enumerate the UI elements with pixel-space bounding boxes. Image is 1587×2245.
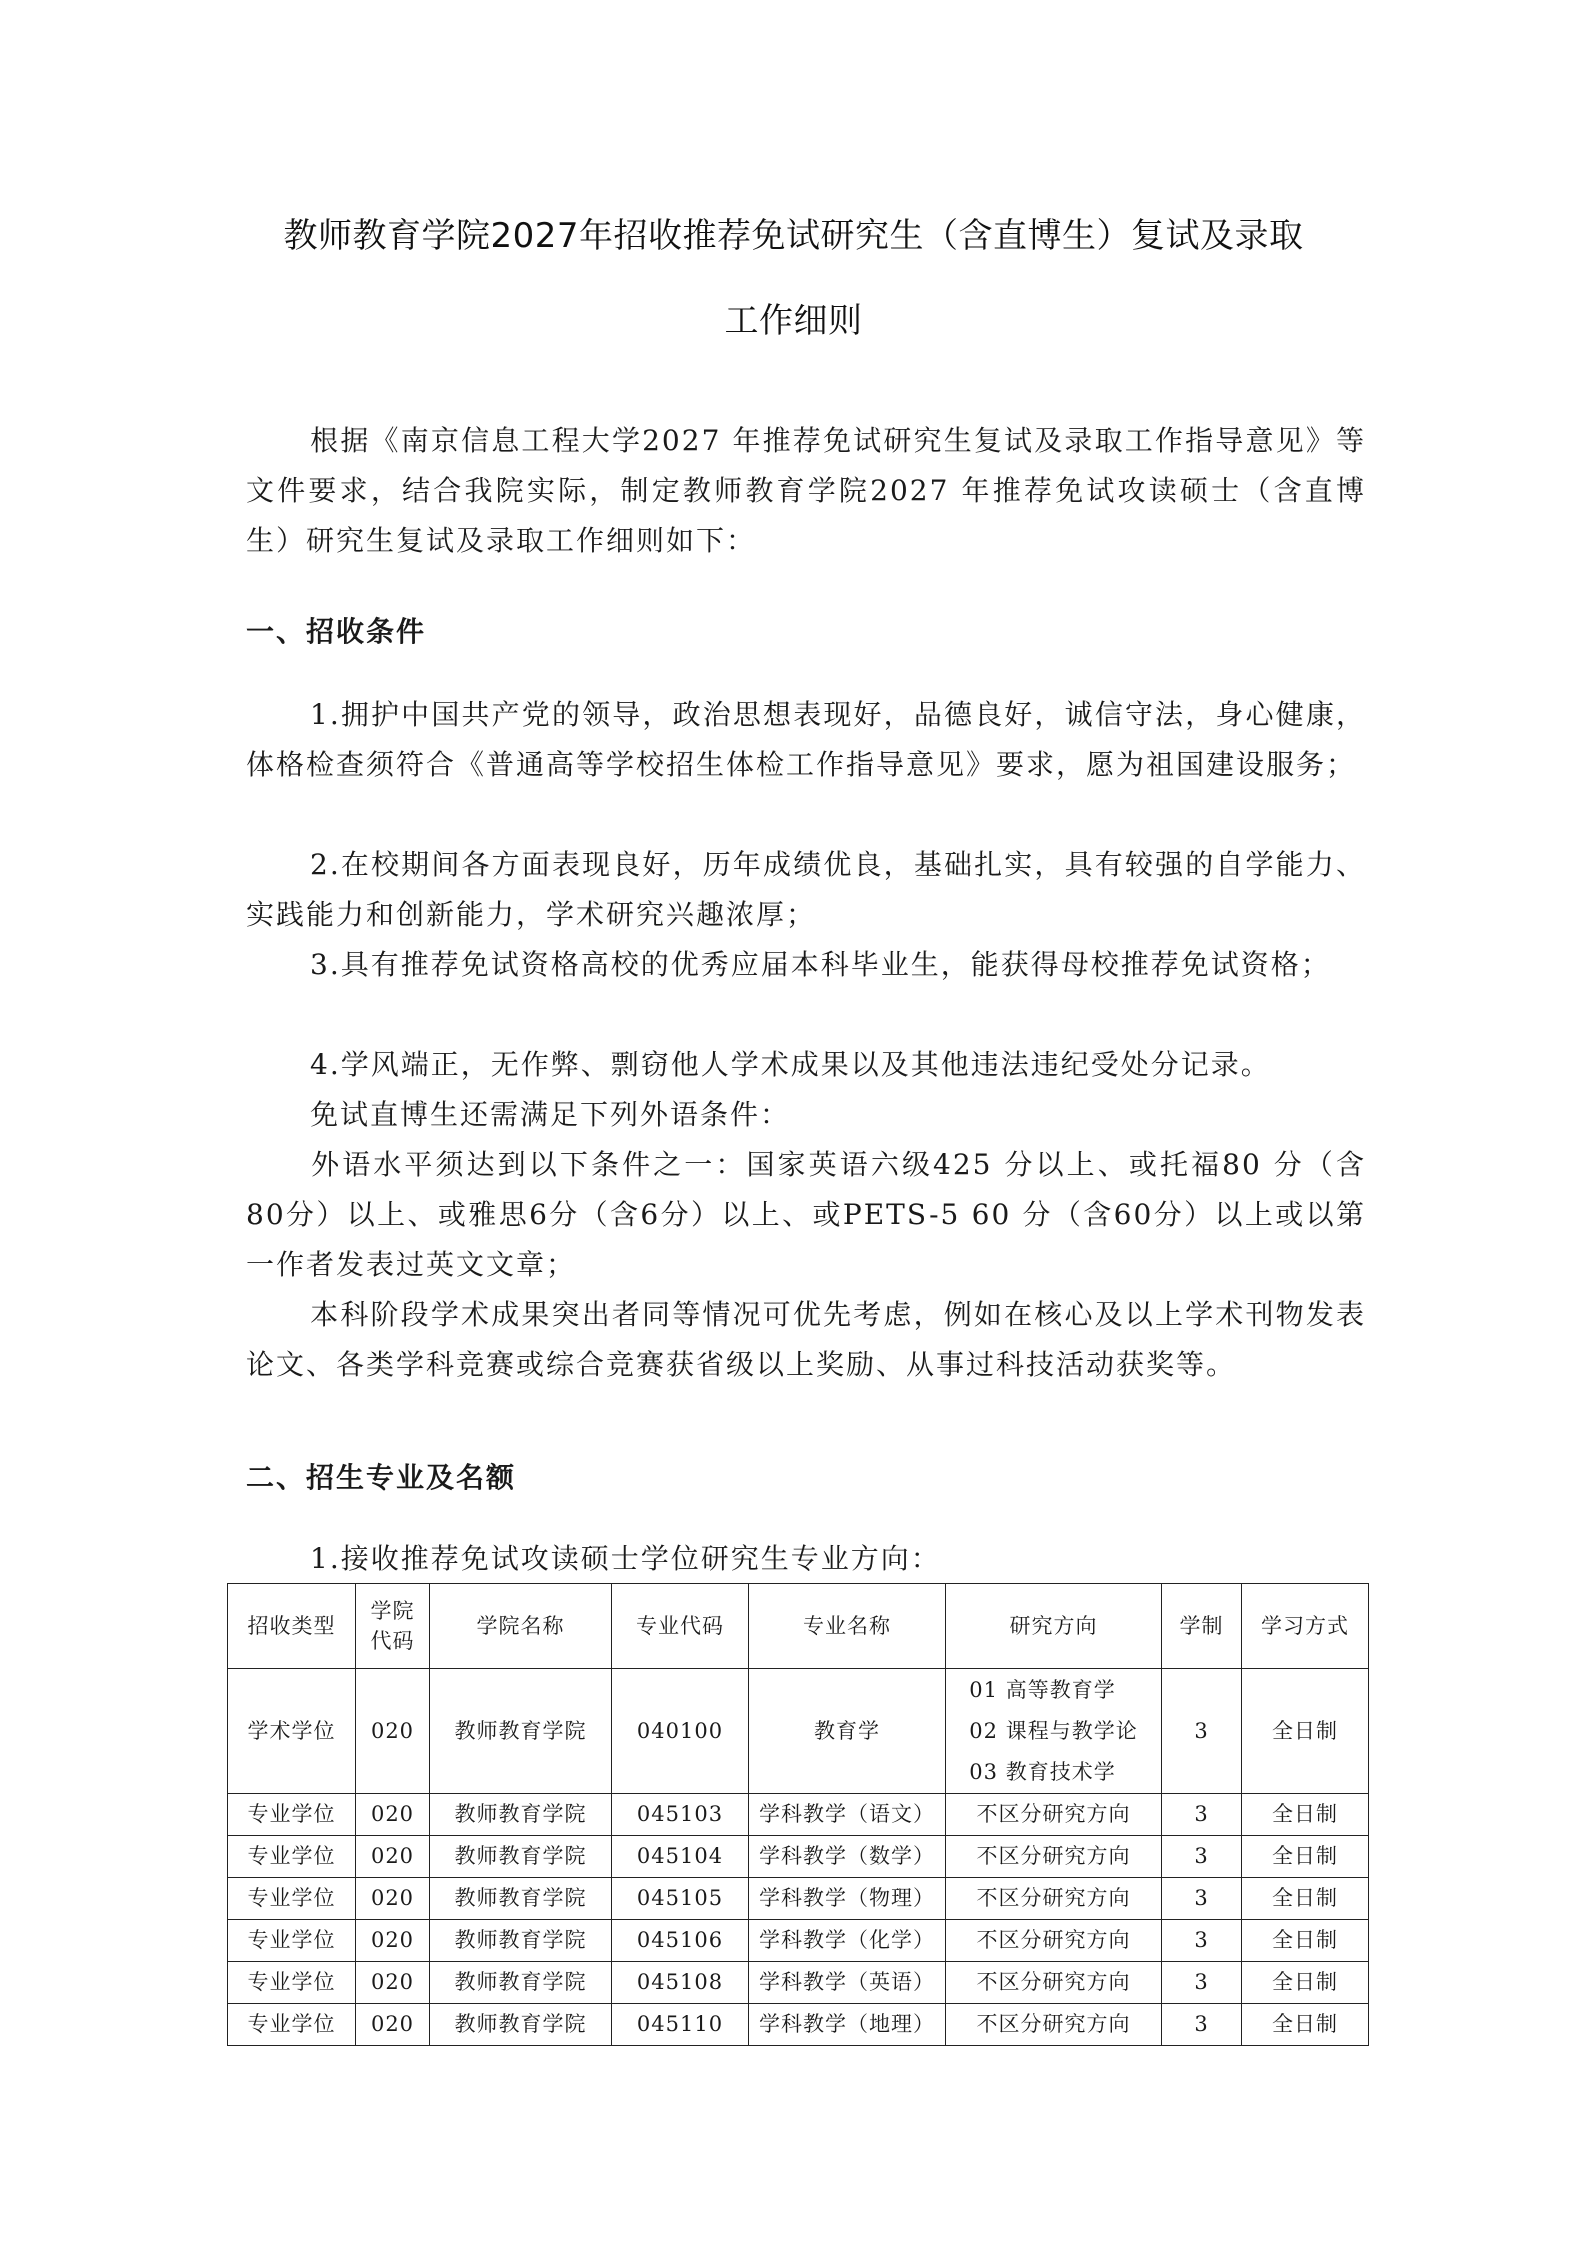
cell-direction: 不区分研究方向: [946, 1920, 1162, 1962]
table-row: [228, 1836, 1369, 1878]
cell-college-code: 020: [356, 1669, 430, 1794]
document-title-line2: 工作细则: [724, 301, 863, 341]
cell-mode: 全日制: [1242, 1878, 1369, 1920]
table-row: [228, 1669, 1369, 1794]
cell-direction: 不区分研究方向: [946, 1836, 1162, 1878]
priority-note: 本科阶段学术成果突出者同等情况可优先考虑，例如在核心及以上学术刊物发表论文、各类学科竞赛或综合竞赛获省级以上奖励、从事过科技活动获奖等。: [246, 1298, 1366, 1381]
cell-college-code: 020: [356, 2004, 430, 2046]
table-row: [228, 2004, 1369, 2046]
cell-college-name: 教师教育学院: [430, 1878, 612, 1920]
direction-list: [969, 1670, 1137, 1793]
header-years: 学制: [1162, 1584, 1242, 1669]
cell-major-name: 学科教学（数学）: [749, 1836, 946, 1878]
header-direction: 研究方向: [946, 1584, 1162, 1669]
cell-major-code: 045106: [612, 1920, 749, 1962]
document-title-line1: 教师教育学院2027年招收推荐免试研究生（含直博生）复试及录取: [283, 216, 1304, 256]
cell-major-name: 学科教学（地理）: [749, 2004, 946, 2046]
cell-direction: 不区分研究方向: [946, 1794, 1162, 1836]
section1-heading: 一、招收条件: [246, 615, 427, 648]
cell-college-name: 教师教育学院: [430, 1836, 612, 1878]
header-type: 招收类型: [228, 1584, 356, 1669]
cell-college-code: 020: [356, 1878, 430, 1920]
cell-direction: 不区分研究方向: [946, 1962, 1162, 2004]
section2-heading: 二、招生专业及名额: [246, 1461, 517, 1494]
header-major-code: 专业代码: [612, 1584, 749, 1669]
cell-major-code: 045108: [612, 1962, 749, 2004]
cell-type: 专业学位: [228, 1836, 356, 1878]
cell-major-code: 045110: [612, 2004, 749, 2046]
header-college-code: 学院代码: [356, 1584, 430, 1669]
cell-major-name: 学科教学（语文）: [749, 1794, 946, 1836]
cell-major-code: 045103: [612, 1794, 749, 1836]
cell-college-code: 020: [356, 1962, 430, 2004]
intro-paragraph: 根据《南京信息工程大学2027 年推荐免试研究生复试及录取工作指导意见》等文件要求，结合我院实际，制定教师教育学院2027 年推荐免试攻读硕士（含直博生）研究生复试及录取工作细则如下：: [246, 424, 1366, 557]
header-college-name: 学院名称: [430, 1584, 612, 1669]
cell-college-code: 020: [356, 1794, 430, 1836]
cell-years: 3: [1162, 1920, 1242, 1962]
cell-college-name: 教师教育学院: [430, 1669, 612, 1794]
cell-type: 专业学位: [228, 1962, 356, 2004]
condition-item-4: 4.学风端正，无作弊、剽窃他人学术成果以及其他违法违纪受处分记录。: [310, 1048, 1271, 1081]
cell-college-code: 020: [356, 1920, 430, 1962]
cell-college-name: 教师教育学院: [430, 1920, 612, 1962]
table-row: [228, 1878, 1369, 1920]
cell-major-code: 045105: [612, 1878, 749, 1920]
cell-mode: 全日制: [1242, 1836, 1369, 1878]
cell-directions: [946, 1669, 1162, 1794]
cell-mode: 全日制: [1242, 1669, 1369, 1794]
direction-item: 03 教育技术学: [969, 1759, 1116, 1784]
table-row: [228, 1920, 1369, 1962]
majors-table: [227, 1583, 1369, 2046]
condition-item-3: 3.具有推荐免试资格高校的优秀应届本科毕业生，能获得母校推荐免试资格；: [310, 948, 1331, 981]
cell-college-name: 教师教育学院: [430, 1794, 612, 1836]
cell-years: 3: [1162, 2004, 1242, 2046]
cell-major-name: 学科教学（英语）: [749, 1962, 946, 2004]
table-header-row: [228, 1584, 1369, 1669]
cell-mode: 全日制: [1242, 1962, 1369, 2004]
table-caption: 1.接收推荐免试攻读硕士学位研究生专业方向：: [310, 1542, 941, 1575]
language-requirement: 外语水平须达到以下条件之一：国家英语六级425 分以上、或托福80 分（含80分）以上、或雅思6分（含6分）以上、或PETS-5 60 分（含60分）以上或以第一作者发表过英文文章；: [246, 1148, 1366, 1281]
cell-major-name: 学科教学（化学）: [749, 1920, 946, 1962]
cell-major-name: 教育学: [749, 1669, 946, 1794]
cell-direction: 不区分研究方向: [946, 1878, 1162, 1920]
condition-item-2: 2.在校期间各方面表现良好，历年成绩优良，基础扎实，具有较强的自学能力、实践能力和创新能力，学术研究兴趣浓厚；: [246, 848, 1366, 931]
direction-item: 01 高等教育学: [969, 1677, 1116, 1702]
cell-type: 学术学位: [228, 1669, 356, 1794]
table-row: [228, 1794, 1369, 1836]
cell-direction: 不区分研究方向: [946, 2004, 1162, 2046]
cell-mode: 全日制: [1242, 2004, 1369, 2046]
direction-item: 02 课程与教学论: [969, 1718, 1138, 1743]
cell-type: 专业学位: [228, 2004, 356, 2046]
cell-years: 3: [1162, 1962, 1242, 2004]
cell-years: 3: [1162, 1836, 1242, 1878]
cell-type: 专业学位: [228, 1794, 356, 1836]
header-major-name: 专业名称: [749, 1584, 946, 1669]
cell-college-code: 020: [356, 1836, 430, 1878]
cell-major-code: 040100: [612, 1669, 749, 1794]
cell-college-name: 教师教育学院: [430, 1962, 612, 2004]
cell-major-code: 045104: [612, 1836, 749, 1878]
cell-mode: 全日制: [1242, 1794, 1369, 1836]
cell-college-name: 教师教育学院: [430, 2004, 612, 2046]
direct-phd-note: 免试直博生还需满足下列外语条件：: [310, 1098, 791, 1131]
condition-item-1: 1.拥护中国共产党的领导，政治思想表现好，品德良好，诚信守法，身心健康，体格检查须符合《普通高等学校招生体检工作指导意见》要求，愿为祖国建设服务；: [246, 698, 1366, 781]
cell-type: 专业学位: [228, 1920, 356, 1962]
cell-years: 3: [1162, 1794, 1242, 1836]
cell-type: 专业学位: [228, 1878, 356, 1920]
cell-mode: 全日制: [1242, 1920, 1369, 1962]
header-mode: 学习方式: [1242, 1584, 1369, 1669]
cell-years: 3: [1162, 1669, 1242, 1794]
cell-major-name: 学科教学（物理）: [749, 1878, 946, 1920]
table-row: [228, 1962, 1369, 2004]
cell-years: 3: [1162, 1878, 1242, 1920]
